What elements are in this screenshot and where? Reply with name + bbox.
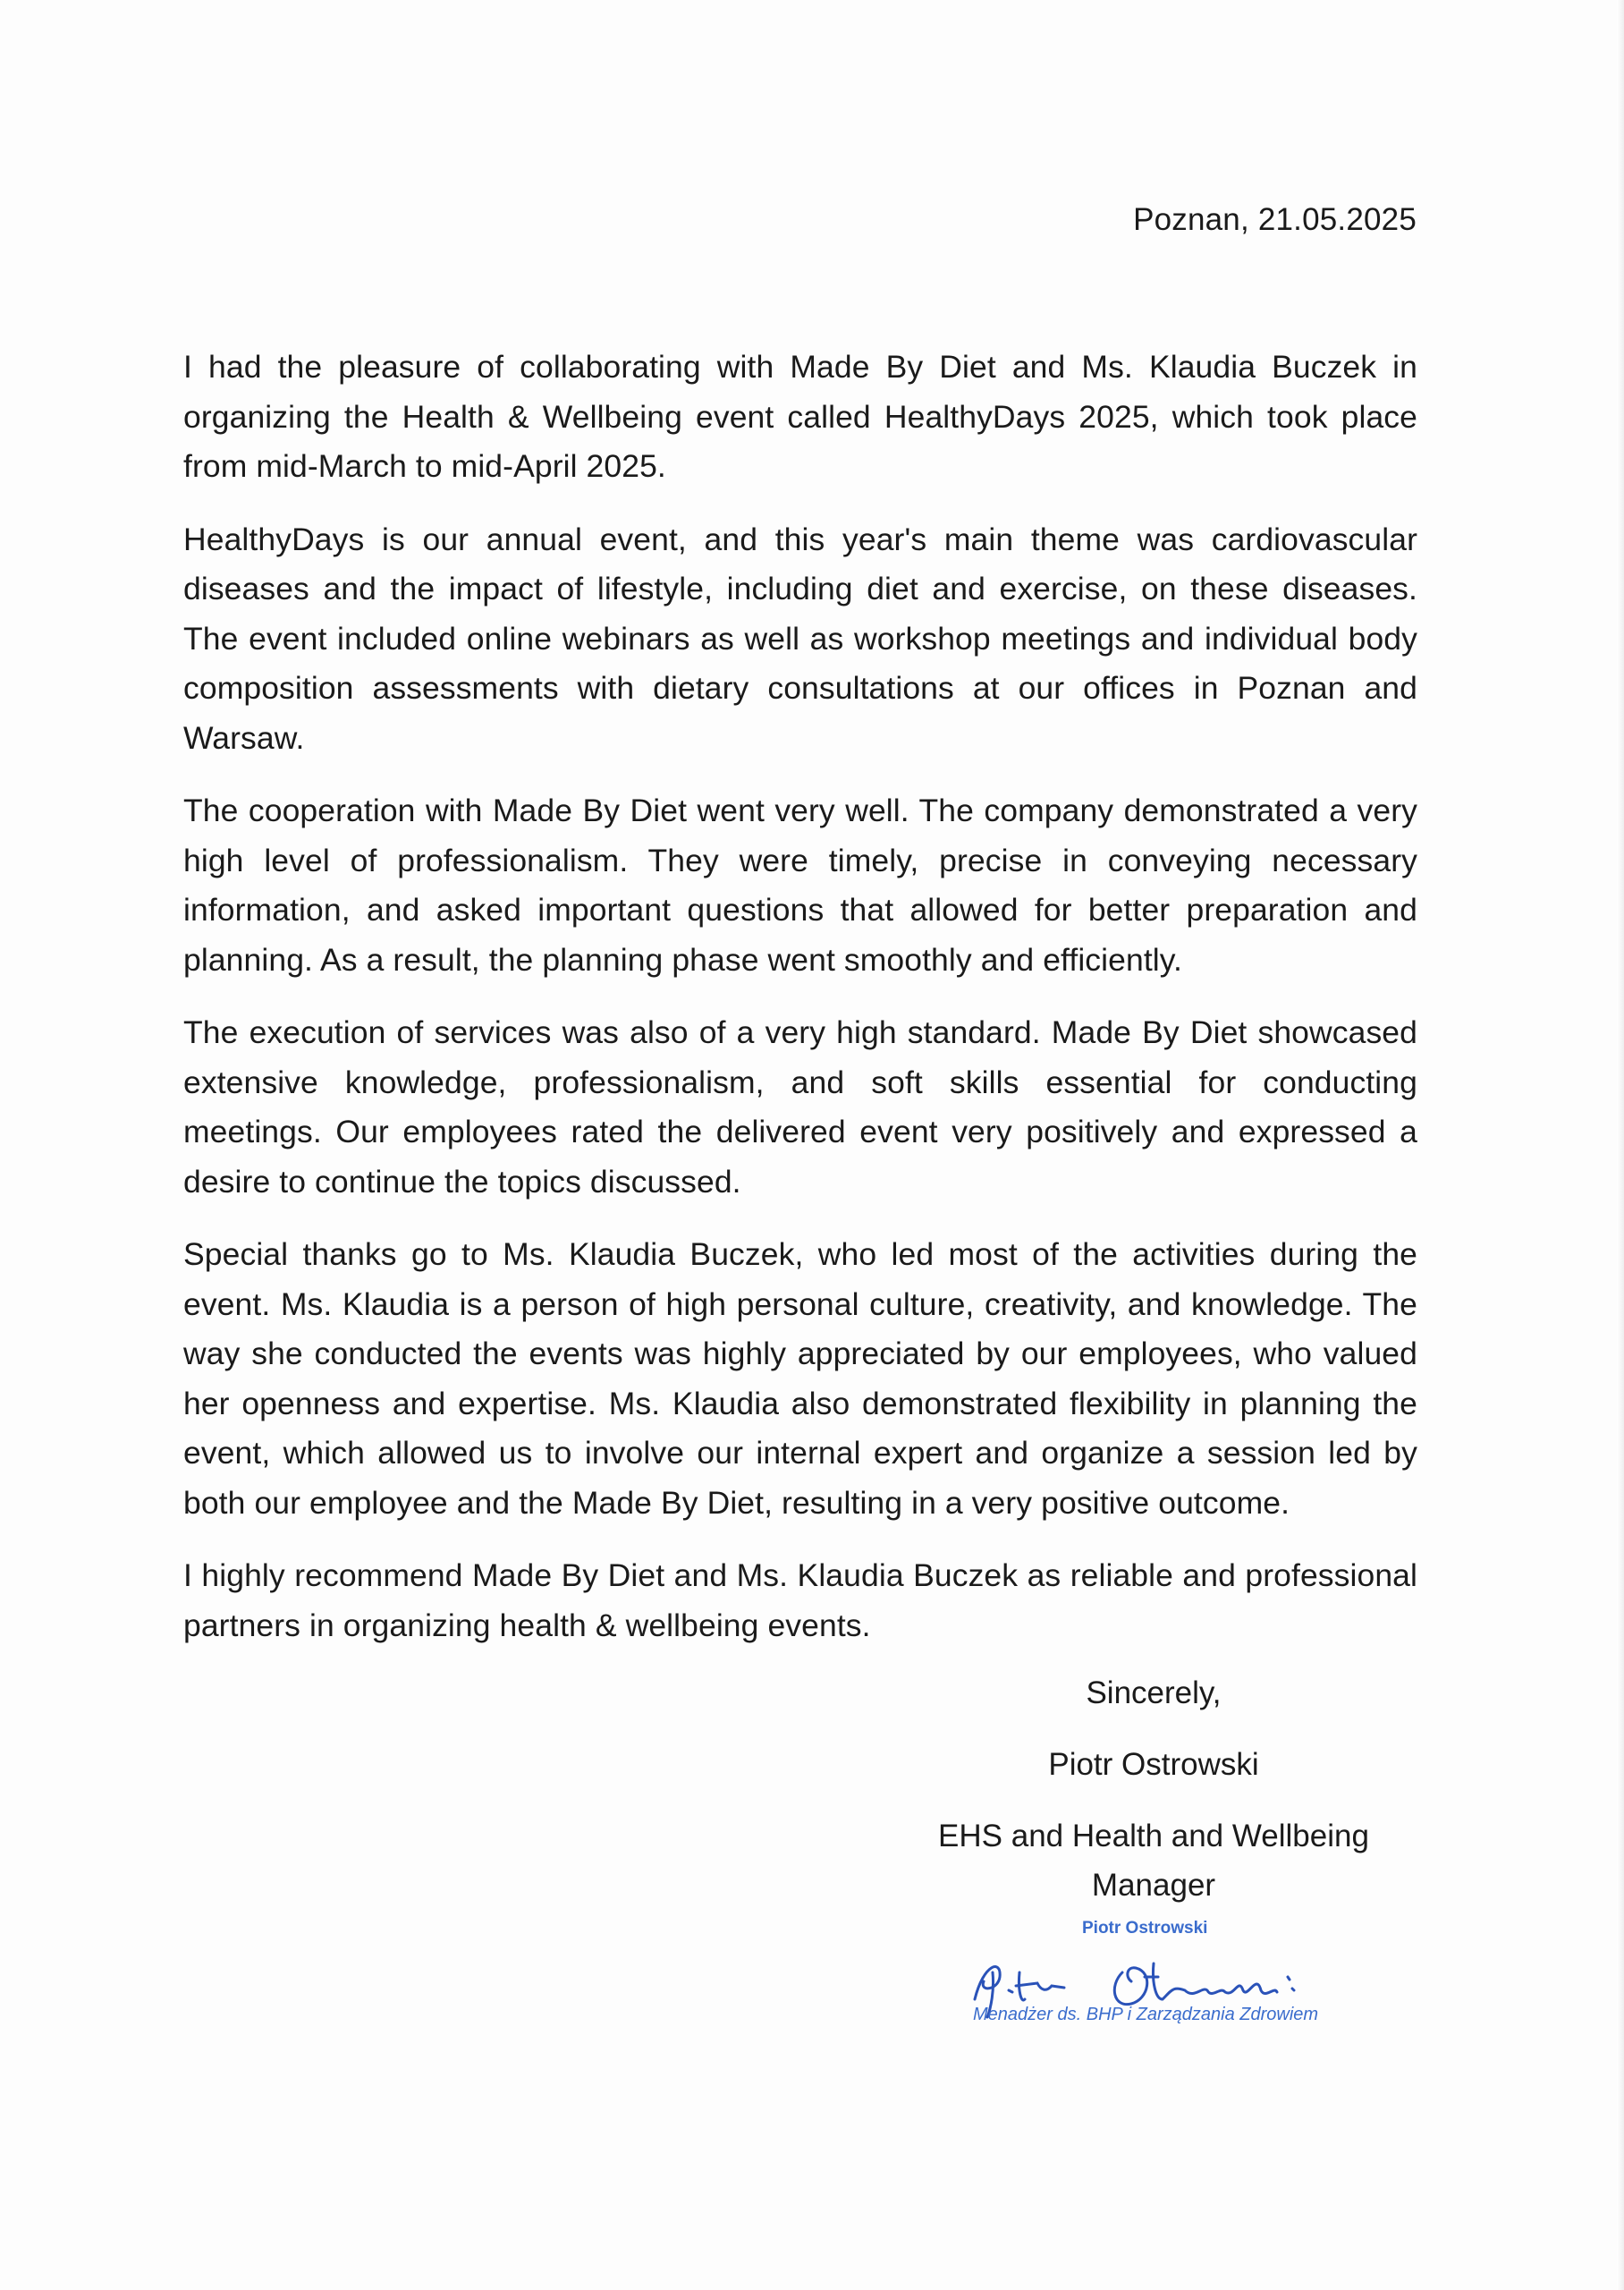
paragraph-execution: The execution of services was also of a very high standard. Made By Diet showcased extensive knowledge, professionalism, and soft skills essential for conducting meetings. Our employees rated the delivered event very positively and expressed a desire to continue the topics discussed. [183,1014,1417,1200]
paragraph-special-thanks: Special thanks go to Ms. Klaudia Buczek, who led most of the activities during the event. Ms. Klaudia is a person of high personal culture, creativity, and knowledge. The way she conducted the events was highly appreciated by our employees, who valued her openness and expertise. Ms. Klaudia also demonstrated flexibility in planning the event, which allowed us to involve our internal expert and organize a session led by both our employee and the Made By Diet, resulting in a very positive outcome. [183,1236,1417,1521]
paragraph-event-description: HealthyDays is our annual event, and this year's main theme was cardiovascular diseases and the impact of lifestyle, including diet and exercise, on these diseases. The event included online webinars as well as workshop meetings and individual body composition assessments with dietary consultations at our offices in Poznan and Warsaw. [183,521,1417,756]
stamp-name: Piotr Ostrowski [1082,1919,1208,1938]
letter-body [183,343,1417,1674]
closing-salutation: Sincerely, [1086,1675,1222,1710]
signature-block [966,1919,1359,2035]
paragraph-cooperation: The cooperation with Made By Diet went very well. The company demonstrated a very high level of professionalism. They were timely, precise in conveying necessary information, and asked important questions that allowed for better preparation and planning. As a result, the planning phase went smoothly and efficiently. [183,793,1417,978]
stamp-role: Menadżer ds. BHP i Zarządzania Zdrowiem [973,2005,1319,2024]
paragraph-intro: I had the pleasure of collaborating with Made By Diet and Ms. Klaudia Buczek in organizing the Health & Wellbeing event called HealthyDays 2025, which took place from mid-March to mid-April 2025. [183,349,1417,484]
signer-name: Piotr Ostrowski [1048,1747,1259,1782]
paragraph-recommendation: I highly recommend Made By Diet and Ms. Klaudia Buczek as reliable and professional partners in organizing health & wellbeing events. [183,1557,1417,1643]
place-date: Poznan, 21.05.2025 [1133,202,1417,237]
signer-title: EHS and Health and Wellbeing Manager [938,1819,1369,1903]
page-edge-shadow [1617,0,1624,2290]
